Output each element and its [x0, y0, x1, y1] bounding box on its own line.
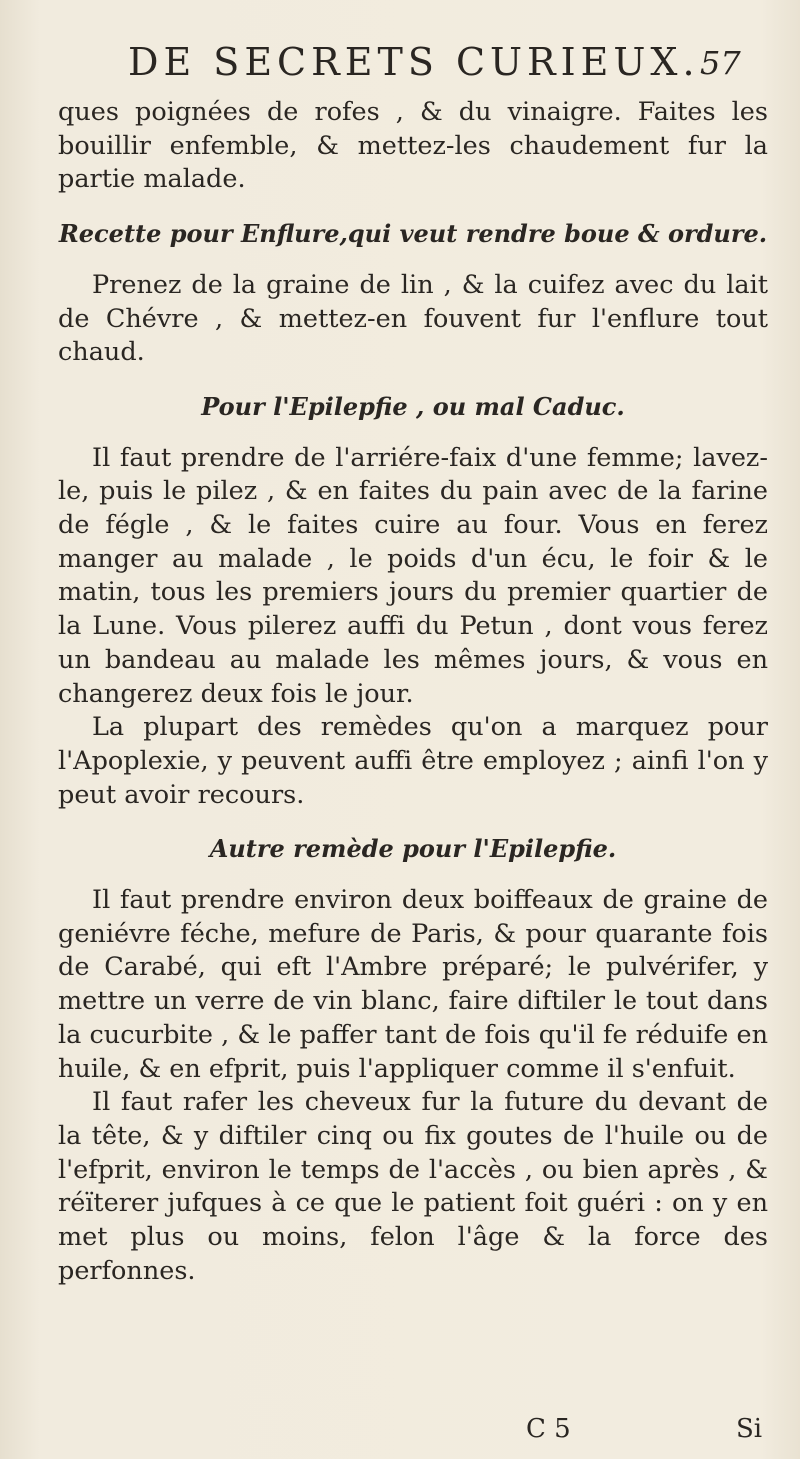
section-heading: Pour l'Epilepfie , ou mal Caduc.: [201, 391, 625, 421]
section-heading: Autre remède pour l'Epilepfie.: [209, 834, 617, 864]
catchword: Si: [736, 1414, 763, 1444]
page-number: 57: [700, 44, 741, 82]
running-title: DE SECRETS CURIEUX.: [128, 40, 700, 84]
section-heading: Recette pour Enflure,qui veut rendre boue & ordure.: [58, 219, 768, 249]
body-paragraph: Il faut prendre de l'arriére-faix d'une femme; lavez-le, puis le pilez , & en faites du pain avec de la farine de fégle , & le faites cuire au four. Vous en ferez manger au malade , le poids d'un écu, le foir & le matin, tous les premiers jours du premier quartier de la Lune. Vous pilerez auffi du Petun , dont vous ferez un bandeau au malade les mêmes jours, & vous en changerez deux fois le jour.: [58, 442, 768, 709]
page-footer: [0, 1414, 800, 1454]
body-paragraph: La plupart des remèdes qu'on a marquez pour l'Apoplexie, y peuvent auffi être employez ; ainfi l'on y peut avoir recours.: [58, 712, 768, 810]
body-paragraph: Il faut rafer les cheveux fur la future du devant de la tête, & y diftiler cinq ou fix goutes de l'huile ou de l'efprit, environ le temps de l'accès , ou bien après , & réïterer jufques à ce que le patient foit guéri : on y en met plus ou moins, felon l'âge & la force des perfonnes.: [58, 1087, 768, 1286]
body-paragraph: Prenez de la graine de lin , & la cuifez avec du lait de Chévre , & mettez-en fouvent fur l'enflure tout chaud.: [58, 269, 768, 368]
signature-mark: C 5: [526, 1414, 571, 1444]
body-paragraph: Il faut prendre environ deux boiffeaux de graine de geniévre féche, mefure de Paris, & pour quarante fois de Carabé, qui eft l'Ambre préparé; le pulvérifer, y mettre un verre de vin blanc, faire diftiler le tout dans la cucurbite , & le paffer tant de fois qu'il fe réduife en huile, & en efprit, puis l'appliquer comme il s'enfuit.: [58, 885, 768, 1084]
body-paragraph: ques poignées de rofes , & du vinaigre. Faites les bouillir enfemble, & mettez-les chaudement fur la partie malade.: [58, 97, 768, 195]
page-body: [58, 96, 768, 1289]
page-header: [0, 40, 800, 90]
